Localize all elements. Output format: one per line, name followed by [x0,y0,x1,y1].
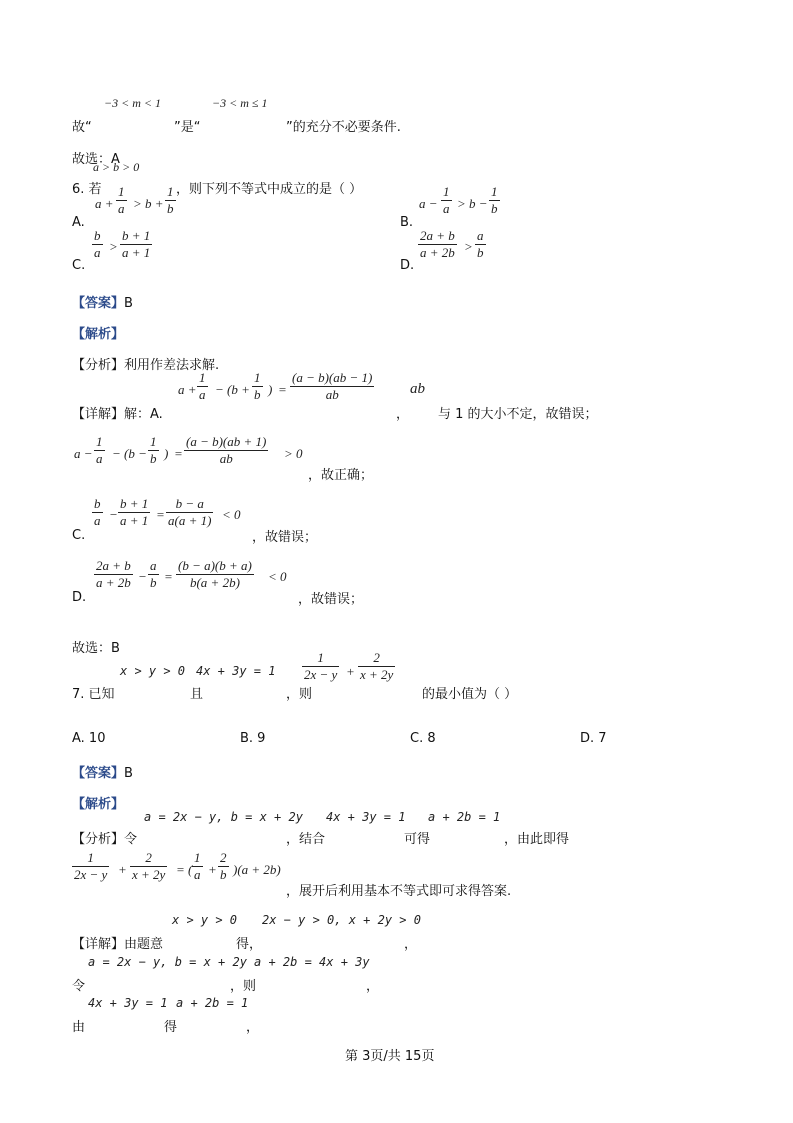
q6-xiangjie: 【详解】解：A. [72,407,163,422]
q7-option-a: A. 10 [72,731,106,746]
page-footer: 第 3页/共 15页 [345,1049,435,1064]
q7-expr-eq: = ( [176,862,193,877]
q7-expr-frac-2b: $\frac{2}{b}$ [220,850,227,882]
sol-b-note: ，故正确； [308,468,374,483]
sol-d-label: D. [72,590,87,605]
q7-stem-then: ，则 [286,687,313,702]
sol-c-note: ，故错误； [252,530,318,545]
q7-ling-m1: a = 2x − y, b = x + 2y [88,955,247,969]
sol-b-mid: − (b − [112,446,147,461]
math-range-a: −3 < m < 1 [104,96,161,110]
q6-stem-end: ，则下列不等式中成立的是（ ） [176,182,363,197]
q7-stem-end: 的最小值为（ ） [422,687,518,702]
sol-c-frac-ba: $\frac{b}{a}$ [94,496,101,528]
q7-fenxi-b: ，结合 [286,832,326,847]
sol-b-frac-1a: $\frac{1}{a}$ [96,434,103,466]
q7-math-1: x > y > 0 [120,664,186,678]
fraction-b-over-a: $\frac{b}{a}$ [94,228,101,260]
q6-d-gt: > [464,239,473,254]
q6-b-term2: > b − [457,196,488,211]
q7-xj-m2: 2x − y > 0, x + 2y > 0 [262,913,421,927]
fraction-b1-over-a1: $\frac{b + 1}{a + 1}$ [122,228,151,260]
sol-d-frac-main: $\frac{(b - a)(b + a)}{b(a + 2b)}$ [178,558,252,590]
q7-sol-cond: 4x + 3y = 1 [326,810,406,824]
sol-b-close: ) [164,446,169,461]
math-range-b: −3 < m ≤ 1 [212,96,268,110]
sol-c-lt0: < 0 [222,507,241,522]
sol-d-frac-ab: $\frac{a}{b}$ [150,558,157,590]
q7-xj-c: ， [404,937,418,952]
q7-xj-b: 得， [236,937,263,952]
q6-condition-math: a > b > 0 [93,160,140,174]
fraction-2ab-over-a2b: $\frac{2a + b}{a + 2b}$ [420,228,455,260]
sol-a-pre: a + [178,382,197,397]
sol-a-frac-1b: $\frac{1}{b}$ [254,370,261,402]
sol-c-label: C. [72,528,86,543]
q7-ling-comma: ， [366,979,380,994]
sol-d-note: ，故错误； [298,592,364,607]
q7-option-d: D. 7 [580,731,607,746]
q7-expr-frac-1: $\frac{1}{2x - y}$ [74,850,108,882]
sol-c-eq: = [156,507,165,522]
q7-math-2: 4x + 3y = 1 [196,664,276,678]
q7-fenxi-c: 可得 [404,832,431,847]
sol-c-frac-b1a1: $\frac{b + 1}{a + 1}$ [120,496,149,528]
q7-expr-plus-2: + [208,862,217,877]
selection-a: 故选：A [72,152,120,167]
q6-b-term1: a − [419,196,438,211]
q7-you-m2: a + 2b = 1 [176,996,249,1010]
sol-b-pre: a − [74,446,93,461]
q7-frac-1: $\frac{1}{2x - y}$ [304,650,338,682]
q6-option-b-label: B. [400,215,414,230]
text-gu: 故“ [72,120,92,135]
q7-ling: 令 [72,979,86,994]
sol-a-close: ) [268,382,273,397]
q7-expr-plus: + [118,862,127,877]
q7-frac-2: $\frac{2}{x + 2y}$ [360,650,394,682]
answer-label-q7: 【答案】B [72,766,133,781]
fraction-1-over-a: $\frac{1}{a}$ [118,184,125,216]
q7-de: 得 [164,1020,178,1035]
sol-a-frac-1a: $\frac{1}{a}$ [199,370,206,402]
sol-a-comma: ， [396,407,410,422]
q7-expr-tail: )(a + 2b) [233,862,281,877]
sol-b-eq: = [174,446,183,461]
q7-you-m1: 4x + 3y = 1 [88,996,168,1010]
fraction-a-over-b: $\frac{a}{b}$ [477,228,484,260]
q7-expr-note: ，展开后利用基本不等式即可求得答案. [286,884,512,899]
q6-option-d-label: D. [400,258,415,273]
q7-sol-res: a + 2b = 1 [428,810,501,824]
sol-a-frac-main: $\frac{(a - b)(ab - 1)}{ab}$ [292,370,373,402]
answer-label-q6: 【答案】B [72,296,133,311]
analysis-label-q6: 【解析】 [72,327,125,342]
sol-d-eq: = [164,569,173,584]
sol-a-mid: − (b + [215,382,250,397]
text-shi: ”是“ [174,120,201,135]
q6-option-a-label: A. [72,215,85,230]
q7-expr-frac-2: $\frac{2}{x + 2y}$ [132,850,166,882]
q6-c-gt: > [109,239,118,254]
q6-fenxi: 【分析】利用作差法求解. [72,358,220,373]
selection-b: 故选：B [72,641,120,656]
fraction-1-over-b: $\frac{1}{b}$ [167,184,174,216]
q7-ze: ，则 [230,979,257,994]
sol-d-lt0: < 0 [268,569,287,584]
q6-option-c-label: C. [72,258,86,273]
q7-you-comma: ， [246,1020,260,1035]
sol-a-ab: ab [410,381,425,397]
q6-a-term2: > b + [133,196,164,211]
sol-c-frac-main: $\frac{b - a}{a(a + 1)}$ [168,496,212,528]
q7-stem-start: 7. 已知 [72,687,115,702]
q7-expr-frac-1a: $\frac{1}{a}$ [194,850,201,882]
q7-you: 由 [72,1020,86,1035]
q7-option-c: C. 8 [410,731,436,746]
sol-b-gt0: > 0 [284,446,303,461]
q7-ling-m2: a + 2b = 4x + 3y [254,955,370,969]
sol-a-eq: = [278,382,287,397]
q7-fenxi-d: ，由此即得 [504,832,570,847]
sol-b-frac-main: $\frac{(a - b)(ab + 1)}{ab}$ [186,434,267,466]
q7-xj-m1: x > y > 0 [172,913,238,927]
q6-stem-start: 6. 若 [72,182,102,197]
sol-c-minus: − [109,507,118,522]
q6-a-term1: a + [95,196,114,211]
sol-d-minus: − [138,569,147,584]
q7-sol-sub: a = 2x − y, b = x + 2y [144,810,303,824]
text-condition: ”的充分不必要条件. [286,120,401,135]
sol-a-note: 与 1 的大小不定，故错误； [438,407,598,422]
analysis-label-q7: 【解析】 [72,797,125,812]
q7-option-b: B. 9 [240,731,266,746]
q7-stem-and: 且 [190,687,204,702]
q7-xj-a: 【详解】由题意 [72,937,164,952]
fraction-1-over-b-b: $\frac{1}{b}$ [491,184,498,216]
sol-b-frac-1b: $\frac{1}{b}$ [150,434,157,466]
fraction-1-over-a-b: $\frac{1}{a}$ [443,184,450,216]
sol-d-frac-2ab: $\frac{2a + b}{a + 2b}$ [96,558,131,590]
q7-fenxi-a: 【分析】令 [72,832,138,847]
q7-plus: + [346,664,355,679]
